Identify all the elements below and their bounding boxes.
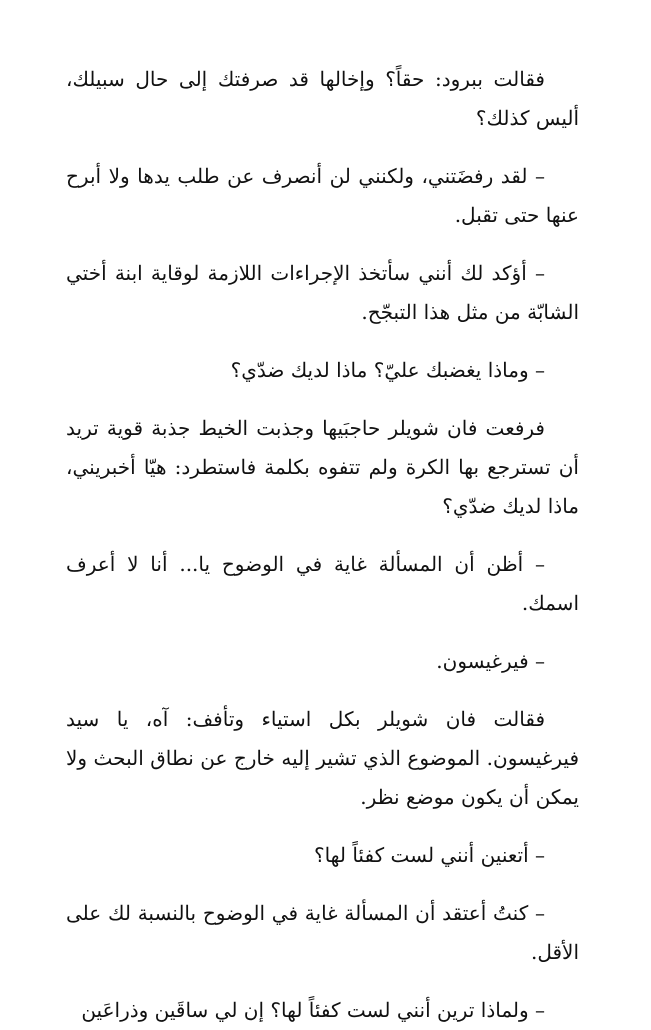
paragraph: – وماذا يغضبك عليّ؟ ماذا لديك ضدّي؟ xyxy=(230,358,545,382)
body-text xyxy=(66,60,579,1030)
paragraph: – أؤكد لك أنني سأتخذ الإجراءات اللازمة لوقاية ابنة أختي الشابّة من مثل هذا التبجّح. xyxy=(66,261,579,324)
paragraph: – ولماذا ترين أنني لست كفئاً لها؟ إن لي ساقَين وذراعَين xyxy=(81,998,545,1022)
paragraph: فرفعت فان شويلر حاجبَيها وجذبت الخيط جذبة قوية تريد أن تسترجع بها الكرة ولم تتفوه بكلمة فاستطرد: هيّا أخبريني، ماذا لديك ضدّي؟ xyxy=(66,416,579,518)
paragraph: – فيرغيسون. xyxy=(436,649,545,673)
paragraph: – أتعنين أنني لست كفئاً لها؟ xyxy=(313,843,545,867)
paragraph: فقالت ببرود: حقاً؟ وإخالها قد صرفتك إلى حال سبيلك، أليس كذلك؟ xyxy=(66,67,579,130)
paragraph: – أظن أن المسألة غاية في الوضوح يا... أنا لا أعرف اسمك. xyxy=(66,552,579,615)
paragraph: فقالت فان شويلر بكل استياء وتأفف: آه، يا سيد فيرغيسون. الموضوع الذي تشير إليه خارج عن نطاق البحث ولا يمكن أن يكون موضع نظر. xyxy=(66,707,579,809)
paragraph: – لقد رفضَتني، ولكنني لن أنصرف عن طلب يدها ولا أبرح عنها حتى تقبل. xyxy=(66,164,579,227)
paragraph: – كنتُ أعتقد أن المسألة غاية في الوضوح بالنسبة لك على الأقل. xyxy=(66,901,579,964)
